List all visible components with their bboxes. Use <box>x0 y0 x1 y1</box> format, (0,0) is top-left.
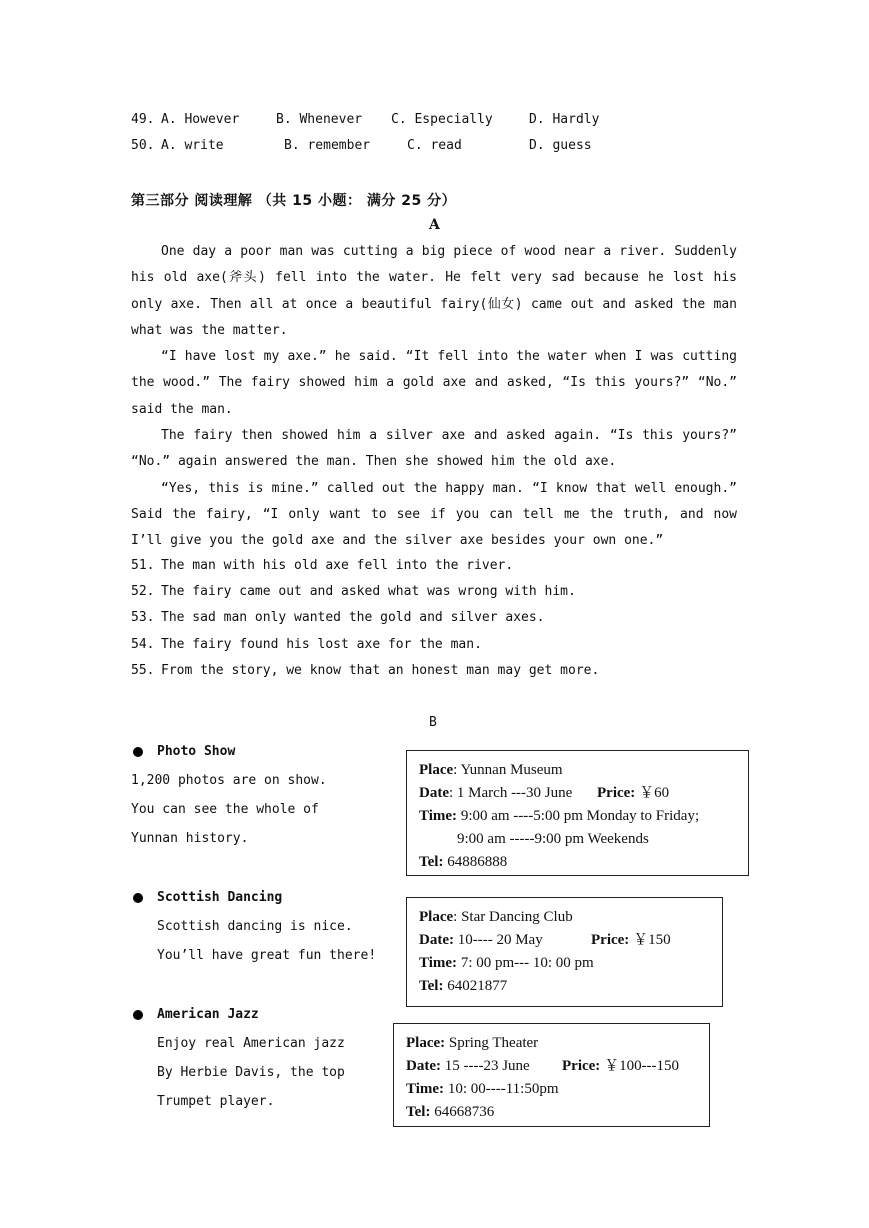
time-label: Time: <box>419 808 458 824</box>
price-label: Price: <box>562 1058 601 1074</box>
date-value: : 1 March ---30 June <box>449 785 573 801</box>
date-value: 10---- 20 May <box>453 932 543 948</box>
event-title-photo-show: Photo Show <box>157 744 236 759</box>
statement-number: 51. <box>131 558 155 573</box>
statement-text: The fairy found his lost axe for the man. <box>161 637 482 652</box>
question-49-choices <box>131 112 631 132</box>
tel-row <box>419 975 710 998</box>
passage-a-label: A <box>429 217 440 233</box>
event-info-box-american-jazz <box>393 1023 710 1127</box>
passage-a-body <box>131 239 737 555</box>
place-label: Place: <box>406 1035 446 1051</box>
question-50-choices <box>131 138 631 158</box>
paragraph: “Yes, this is mine.” called out the happy man. “I know that well enough.” Said the fairy, “I only want to see if you can tell me the truth, and now I’ll give you the gold axe and the silver axe besides your own one.” <box>131 480 737 549</box>
option-b: B. remember <box>284 138 371 153</box>
paragraph: One day a poor man was cutting a big piece of wood near a river. Suddenly his old axe(斧头) fell into the water. He felt very sad because he lost his only axe. Then all at once a beautiful fairy(仙女) came out and asked the man what was the matter. <box>131 244 737 338</box>
time-value: 7: 00 pm--- 10: 00 pm <box>457 955 594 971</box>
price-value: ￥150 <box>629 932 671 948</box>
section-title: 第三部分 阅读理解 （共 15 小题： 满分 25 分） <box>131 193 457 209</box>
date-price-row <box>419 929 710 952</box>
statement-number: 52. <box>131 584 155 599</box>
option-c: C. read <box>407 138 462 153</box>
option-d: D. guess <box>529 138 592 153</box>
option-a: A. However <box>161 112 240 127</box>
tel-label: Tel: <box>406 1104 431 1120</box>
tel-value: 64668736 <box>430 1104 495 1120</box>
option-b: B. Whenever <box>276 112 363 127</box>
tel-row <box>406 1101 697 1124</box>
event-desc-line: Enjoy real American jazz <box>157 1036 345 1051</box>
question-number: 50. <box>131 138 155 153</box>
statement-number: 53. <box>131 610 155 625</box>
statement-number: 54. <box>131 637 155 652</box>
statement-text: The sad man only wanted the gold and silver axes. <box>161 610 545 625</box>
event-desc-line: You can see the whole of <box>131 802 319 817</box>
statement-number: 55. <box>131 663 155 678</box>
statement-text: From the story, we know that an honest man may get more. <box>161 663 600 678</box>
time-row <box>419 952 710 975</box>
time-row-weekend: 9:00 am -----9:00 pm Weekends <box>457 831 649 847</box>
date-label: Date <box>419 785 449 801</box>
price-label: Price: <box>591 932 630 948</box>
date-price-row <box>406 1055 697 1078</box>
time-value: 9:00 am ----5:00 pm Monday to Friday; <box>457 808 700 824</box>
tel-value: 64021877 <box>443 978 508 994</box>
price <box>597 782 669 805</box>
statement-53 <box>131 610 545 625</box>
passage-b-label: B <box>429 715 437 730</box>
tel-label: Tel: <box>419 978 444 994</box>
option-a: A. write <box>161 138 224 153</box>
event-title-scottish-dancing: Scottish Dancing <box>157 890 283 905</box>
question-number: 49. <box>131 112 155 127</box>
paragraph: The fairy then showed him a silver axe and asked again. “Is this yours?” “No.” again answered the man. Then she showed him the old axe. <box>131 428 737 470</box>
price-value: ￥100---150 <box>600 1058 680 1074</box>
time-value: 10: 00----11:50pm <box>444 1081 559 1097</box>
place-row <box>419 759 736 782</box>
event-info-box-photo-show <box>406 750 749 876</box>
event-desc-line: You’ll have great fun there! <box>157 948 377 963</box>
place-row <box>406 1032 697 1055</box>
event-desc-line: Trumpet player. <box>157 1094 275 1109</box>
event-info-box-scottish-dancing <box>406 897 723 1007</box>
time-row <box>406 1078 697 1101</box>
event-desc-line: 1,200 photos are on show. <box>131 773 327 788</box>
place-value: : Star Dancing Club <box>453 909 573 925</box>
time-label: Time: <box>419 955 458 971</box>
place-label: Place <box>419 762 454 778</box>
event-desc-line: By Herbie Davis, the top <box>157 1065 345 1080</box>
bullet-icon <box>133 1010 143 1020</box>
tel-value: 64886888 <box>443 854 508 870</box>
place-value: : Yunnan Museum <box>453 762 563 778</box>
tel-label: Tel: <box>419 854 444 870</box>
bullet-icon <box>133 893 143 903</box>
price <box>591 929 671 952</box>
time-label: Time: <box>406 1081 445 1097</box>
statement-51 <box>131 558 513 573</box>
option-c: C. Especially <box>391 112 493 127</box>
event-title-american-jazz: American Jazz <box>157 1007 259 1022</box>
statement-55 <box>131 663 599 678</box>
place-value: Spring Theater <box>445 1035 539 1051</box>
statement-52 <box>131 584 576 599</box>
place-label: Place <box>419 909 454 925</box>
statement-text: The man with his old axe fell into the river. <box>161 558 514 573</box>
time-row <box>419 805 736 828</box>
statement-54 <box>131 637 482 652</box>
price-label: Price: <box>597 785 636 801</box>
place-row <box>419 906 710 929</box>
statement-text: The fairy came out and asked what was wrong with him. <box>161 584 576 599</box>
bullet-icon <box>133 747 143 757</box>
date-label: Date: <box>406 1058 441 1074</box>
tel-row <box>419 851 736 874</box>
option-d: D. Hardly <box>529 112 600 127</box>
date-label: Date: <box>419 932 454 948</box>
price <box>562 1055 679 1078</box>
price-value: ￥60 <box>635 785 670 801</box>
paragraph: “I have lost my axe.” he said. “It fell into the water when I was cutting the wood.” The fairy showed him a gold axe and asked, “Is this yours?” “No.” said the man. <box>131 349 737 417</box>
date-price-row <box>419 782 736 805</box>
event-desc-line: Scottish dancing is nice. <box>157 919 353 934</box>
date-value: 15 ----23 June <box>440 1058 530 1074</box>
event-desc-line: Yunnan history. <box>131 831 249 846</box>
